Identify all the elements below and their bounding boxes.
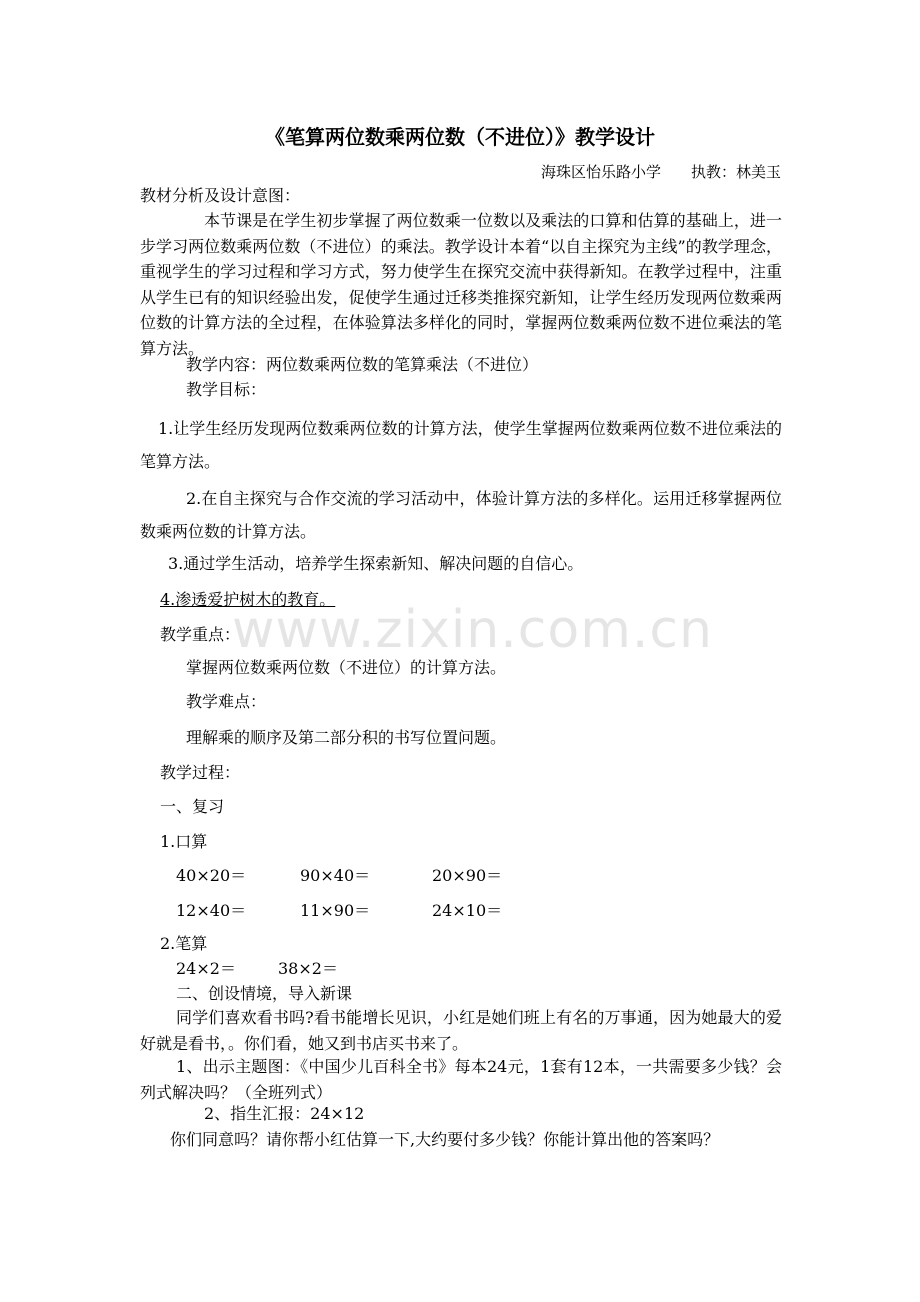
step-1: 1、出示主题图：《中国少儿百科全书》每本24元，1套有12本，一共需要多少钱？会列式解决吗？（全班列式） [140,1057,782,1102]
oral-item: 40×20＝ [176,866,247,885]
question-paragraph: 你们同意吗？请你帮小红估算一下,大约要付多少钱？你能计算出他的答案吗？ [170,1130,720,1149]
difficulty-body: 理解乘的顺序及第二部分积的书写位置问题。 [186,728,507,747]
oral-calc-heading: 1.口算 [160,832,208,851]
author-byline: 海珠区怡乐路小学 执教：林美玉 [540,163,781,181]
oral-item: 20×90＝ [432,866,503,885]
written-calc-heading: 2.笔算 [160,934,208,953]
step-2: 2、指生汇报：24×12 [204,1104,365,1123]
difficulty-heading: 教学难点： [186,692,267,711]
analysis-paragraph: 本节课是在学生初步掌握了两位数乘一位数以及乘法的口算和估算的基础上，进一步学习两位数乘两位数（不进位）的乘法。教学设计本着“以自主探究为主线”的教学理念，重视学生的学习过程和学习方式，努力使学生在探究交流中获得新知。在教学过程中，注重从学生已有的知识经验出发，促使学生通过迁移类推探究新知，让学生经历发现两位数乘两位数的计算方法的全过程，在体验算法多样化的同时，掌握两位数乘两位数不进位乘法的笔算方法。 [140,211,782,358]
process-heading: 教学过程： [160,763,241,782]
oral-item: 11×90＝ [300,901,371,920]
intro-paragraph: 同学们喜欢看书吗?看书能增长见识，小红是她们班上有名的万事通，因为她最大的爱好就是看书，。你们看，她又到书店买书来了。 [140,1008,782,1053]
goal-3: 3.通过学生活动，培养学生探索新知、解决问题的自信心。 [168,554,584,573]
section-intro: 二、创设情境，导入新课 [176,984,353,1003]
goal-1: 1.让学生经历发现两位数乘两位数的计算方法，使学生掌握两位数乘两位数不进位乘法的笔算方法。 [140,419,782,471]
written-item: 38×2＝ [278,959,338,978]
written-item: 24×2＝ [176,959,236,978]
watermark: www.zixin.com.cn [232,600,713,660]
teaching-content: 教学内容：两位数乘两位数的笔算乘法（不进位） [186,355,539,374]
analysis-heading: 教材分析及设计意图： [140,186,301,205]
key-point-body: 掌握两位数乘两位数（不进位）的计算方法。 [186,658,507,677]
section-review: 一、复习 [160,797,225,816]
goal-4: 4.渗透爱护树木的教育。 [160,590,336,609]
oral-item: 24×10＝ [432,901,503,920]
goals-heading: 教学目标： [186,380,267,399]
goal-2: 2.在自主探究与合作交流的学习活动中，体验计算方法的多样化。运用迁移掌握两位数乘两位数的计算方法。 [140,489,782,541]
oral-item: 12×40＝ [176,901,247,920]
key-point-heading: 教学重点： [160,625,241,644]
page-title: 《笔算两位数乘两位数（不进位）》教学设计 [265,125,655,149]
oral-item: 90×40＝ [300,866,371,885]
